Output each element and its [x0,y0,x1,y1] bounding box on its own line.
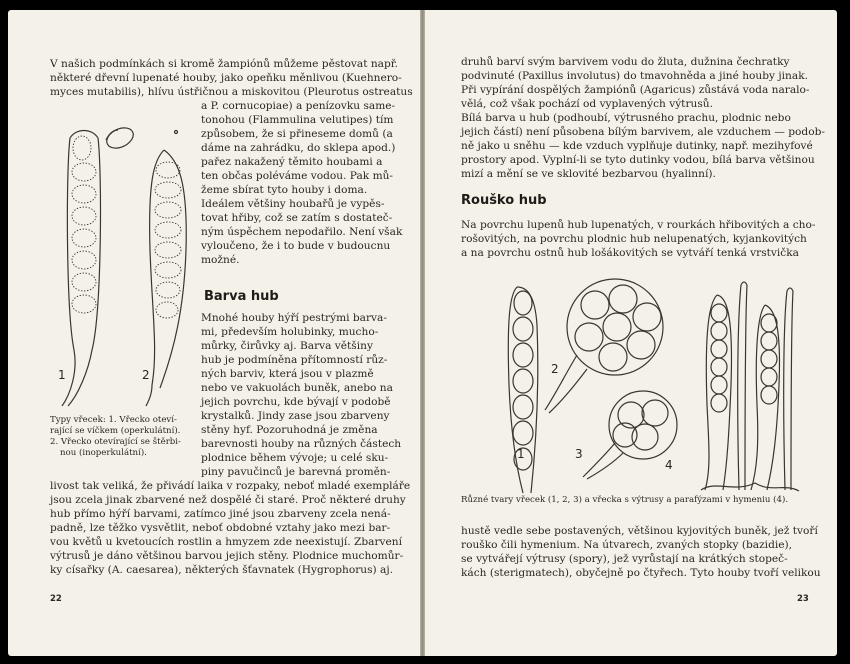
left-top-line-13: ným úspěchem nepodařilo. Není však [201,226,403,238]
left-caption-line-2: rající se víčkem (operkulátní). [50,426,181,436]
section-heading-rousko-hub: Rouško hub [461,193,547,208]
page-number-left: 22 [50,594,62,604]
right-top-line-9: mizí a mění se ve sklovité bezbarvou (hyalinní). [461,168,716,180]
ascus-types-illustration [48,110,198,410]
right-page [425,10,837,656]
right-bottom-line-1: hustě vedle sebe postavených, většinou kyjovitých buněk, jež tvoří [461,525,818,537]
left-top-line-6: způsobem, že si přineseme domů (a [201,128,393,140]
left-bottom-line-5: vou květů u kvetoucích rostlin a hmyzem zde neexistují. Zbarvení [50,536,402,548]
figure-label-r3: 3 [575,447,583,461]
left-top-line-4: a P. cornucopiae) a penízovku same- [201,100,396,112]
left-bottom-line-4: padně, lze těžko vysvětlit, neboť obdobné vztahy jako mezi bar- [50,522,391,534]
barva-line-7: jejich povrchu, kde bývají v podobě [201,396,391,408]
left-caption-line-3: 2. Vřecko otevírající se štěrbi- [50,437,181,447]
figure-label-r4: 4 [665,458,673,472]
left-bottom-line-7: ky císařky (A. caesarea), některých šťavnatek (Hygrophorus) aj. [50,564,393,576]
right-top-line-5: Bílá barva u hub (podhoubí, výtrusného prachu, plodnic nebo [461,112,791,124]
left-bottom-line-2: jsou zcela jinak zbarvené než dospělé či staré. Proč některé druhy [50,494,406,506]
page-number-right: 23 [797,594,809,604]
right-bottom-line-3: se vytvářejí výtrusy (spory), jež vyrůstají na krátkých stopeč- [461,553,788,565]
barva-line-2: mi, především holubinky, mucho- [201,326,379,338]
barva-line-4: hub je podmíněna přítomností růz- [201,354,388,366]
left-top-line-12: tovat hřiby, což se zatím s dostateč- [201,212,393,224]
left-top-line-14: vyloučeno, že i to bude v budoucnu [201,240,391,252]
figure-label-r1: 1 [517,447,525,461]
right-top-line-8: prostory apod. Vyplní-li se tyto dutinky vodou, bílá barva většinou [461,154,815,166]
left-top-line-15: možné. [201,254,240,266]
barva-line-6: nebo ve vakuolách buněk, anebo na [201,382,393,394]
figure-label-2: 2 [142,368,150,382]
left-top-line-2: některé dřevní lupenaté houby, jako opeňku měnlivou (Kuehnero- [50,72,402,84]
right-bottom-line-4: kách (sterigmatech), obyčejně po čtyřech. Tyto houby tvoří velikou [461,567,821,579]
barva-line-8: krystalků. Jindy zase jsou zbarveny [201,410,390,422]
left-page [8,10,420,656]
barva-line-3: můrky, čirůvky aj. Barva většiny [201,340,373,352]
barva-line-11: plodnice během vývoje; u celé sku- [201,452,389,464]
right-top-line-1: druhů barví svým barvivem vodu do žluta, dužnina čechratky [461,56,790,68]
left-top-line-8: pařez nakažený těmito houbami a [201,156,383,168]
left-caption-line-4: nou (inoperkulátní). [60,448,147,458]
barva-line-10: barevnosti houby na různých částech [201,438,402,450]
right-caption: Různé tvary vřecek (1, 2, 3) a vřecka s výtrusy a parafýzami v hymeniu (4). [461,495,789,505]
left-bottom-line-6: výtrusů je dáno většinou barvou jejich stěny. Plodnice muchomůr- [50,550,404,562]
figure-label-r2: 2 [551,362,559,376]
right-bottom-line-2: rouško čili hymenium. Na útvarech, zvaných stopky (bazidie), [461,539,793,551]
rousko-line-1: Na povrchu lupenů hub lupenatých, v rourkách hřibovitých a cho- [461,219,816,231]
barva-line-5: ných barviv, která jsou v plazmě [201,368,374,380]
left-top-line-11: Ideálem většiny houbařů je vypěs- [201,198,385,210]
right-top-line-2: podvinuté (Paxillus involutus) do tmavohněda a jiné houby jinak. [461,70,808,82]
left-bottom-line-1: livost tak veliká, že přivádí laika v rozpaky, neboť mladé exempláře [50,480,411,492]
rousko-line-2: rošovitých, na povrchu plodnic hub nelupenatých, kyjankovitých [461,233,807,245]
left-top-line-5: tonohou (Flammulina velutipes) tím [201,114,394,126]
left-top-line-10: žeme sbírat tyto houby i doma. [201,184,368,196]
figure-label-1: 1 [58,368,66,382]
barva-line-1: Mnohé houby hýří pestrými barva- [201,312,387,324]
section-heading-barva-hub: Barva hub [204,289,279,304]
right-top-line-7: ně jako u sněhu — kde vzduch vyplňuje dutinky, např. mezihyfové [461,140,813,152]
left-top-line-9: ten občas poléváme vodou. Pak mů- [201,170,394,182]
right-top-line-4: vělá, což však pochází od vyplavených výtrusů. [461,98,713,110]
right-top-line-3: Při vypírání dospělých žampiónů (Agaricus) zůstává voda naralo- [461,84,810,96]
right-top-line-6: jejich částí) není působena bílým barvivem, ale vzduchem — podob- [461,126,825,138]
left-top-line-7: dáme na zahrádku, do sklepa apod.) [201,142,396,154]
rousko-line-3: a na povrchu ostnů hub lošákovitých se vytváří tenká vrstvička [461,247,799,259]
barva-line-12: piny pavučinců je barevná proměn- [201,466,391,478]
left-top-line-1: V našich podmínkách si kromě žampiónů můžeme pěstovat např. [50,58,399,70]
left-bottom-line-3: hub přímo hýří barvami, zatímco jiné jsou zbarveny zcela nená- [50,508,391,520]
left-top-line-3: myces mutabilis), hlívu ústřičnou a miskovitou (Pleurotus ostreatus [50,86,413,98]
barva-line-9: stěny hyf. Pozoruhodná je změna [201,424,378,436]
left-caption-line-1: Typy vřecek: 1. Vřecko oteví- [50,415,177,425]
